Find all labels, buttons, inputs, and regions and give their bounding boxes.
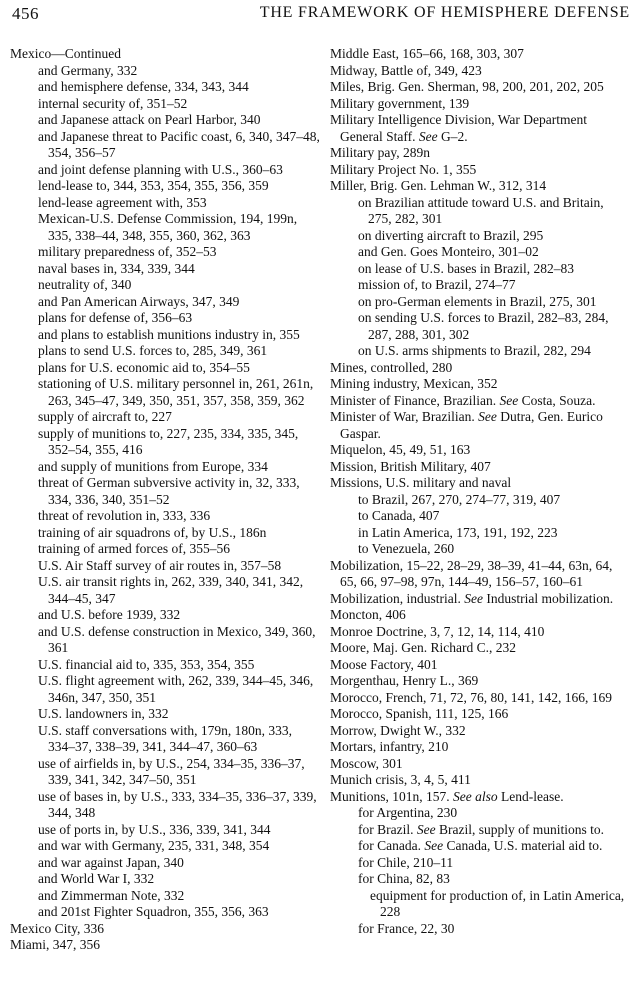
index-entry: Military government, 139 bbox=[330, 95, 470, 111]
index-subentry: use of bases in, by U.S., 333, 334–35, 336–37, 339, 344, 348 bbox=[38, 788, 317, 820]
index-subentry: equipment for production of, in Latin America, 228 bbox=[370, 887, 625, 919]
page-number: 456 bbox=[12, 4, 39, 23]
index-entry: Military pay, 289n bbox=[330, 145, 430, 160]
index-entry: Morocco, French, 71, 72, 76, 80, 141, 142, 166, 169 bbox=[330, 689, 612, 705]
index-subentry: and hemisphere defense, 334, 343, 344 bbox=[38, 79, 249, 94]
index-subentry: plans for U.S. economic aid to, 354–55 bbox=[38, 359, 250, 375]
index-subentry: on lease of U.S. bases in Brazil, 282–83 bbox=[358, 260, 574, 276]
index-subentry: in Latin America, 173, 191, 192, 223 bbox=[358, 524, 558, 540]
index-subentry: for China, 82, 83 bbox=[358, 871, 450, 886]
index-subentry: and war with Germany, 235, 331, 348, 354 bbox=[38, 838, 270, 853]
index-subentry: to Brazil, 267, 270, 274–77, 319, 407 bbox=[358, 491, 561, 507]
index-subentry: and supply of munitions from Europe, 334 bbox=[38, 458, 268, 474]
index-subentry: on diverting aircraft to Brazil, 295 bbox=[358, 227, 544, 243]
index-subentry: on U.S. arms shipments to Brazil, 282, 294 bbox=[358, 343, 591, 358]
running-head: THE FRAMEWORK OF HEMISPHERE DEFENSE bbox=[259, 4, 630, 21]
index-entry: Miller, Brig. Gen. Lehman W., 312, 314 bbox=[330, 178, 547, 193]
index-subentry: and war against Japan, 340 bbox=[38, 854, 184, 870]
index-subentry: and joint defense planning with U.S., 360–63 bbox=[38, 161, 283, 177]
index-subentry: and Zimmerman Note, 332 bbox=[38, 887, 185, 903]
index-subentry: on sending U.S. forces to Brazil, 282–83, 284, 287, 288, 301, 302 bbox=[358, 310, 609, 342]
index-subentry: U.S. landowners in, 332 bbox=[38, 706, 169, 721]
index-subentry: threat of revolution in, 333, 336 bbox=[38, 508, 211, 523]
index-subentry: and U.S. defense construction in Mexico, 349, 360, 361 bbox=[38, 623, 316, 655]
index-entry: Minister of War, Brazilian. See Dutra, Gen. Eurico Gaspar. bbox=[330, 409, 603, 441]
index-subentry: and World War I, 332 bbox=[38, 871, 155, 886]
index-subentry: and Japanese threat to Pacific coast, 6, 340, 347–48, 354, 356–57 bbox=[38, 128, 320, 160]
index-entry: Morocco, Spanish, 111, 125, 166 bbox=[330, 706, 509, 721]
index-subentry: on pro-German elements in Brazil, 275, 301 bbox=[358, 293, 597, 309]
index-entry: Mission, British Military, 407 bbox=[330, 458, 491, 474]
index-subentry: U.S. Air Staff survey of air routes in, 357–58 bbox=[38, 557, 282, 573]
index-entry: Mortars, infantry, 210 bbox=[330, 739, 449, 754]
index-entry: Middle East, 165–66, 168, 303, 307 bbox=[330, 46, 524, 61]
index-subentry: to Canada, 407 bbox=[358, 508, 440, 523]
index-entry: Moore, Maj. Gen. Richard C., 232 bbox=[330, 640, 516, 655]
index-subentry: and 201st Fighter Squadron, 355, 356, 363 bbox=[38, 904, 269, 919]
index-column-right bbox=[330, 46, 630, 937]
index-subentry: and U.S. before 1939, 332 bbox=[38, 607, 181, 622]
index-subentry: for Brazil. See Brazil, supply of munitions to. bbox=[358, 821, 604, 837]
index-entry: Munich crisis, 3, 4, 5, 411 bbox=[330, 772, 471, 787]
index-entry: Moncton, 406 bbox=[330, 607, 406, 622]
index-entry: Military Project No. 1, 355 bbox=[330, 161, 477, 177]
index-subentry: mission of, to Brazil, 274–77 bbox=[358, 277, 516, 292]
index-subentry: naval bases in, 334, 339, 344 bbox=[38, 260, 195, 276]
index-entry: Midway, Battle of, 349, 423 bbox=[330, 62, 482, 78]
index-entry: Morrow, Dwight W., 332 bbox=[330, 722, 466, 738]
index-subentry: for France, 22, 30 bbox=[358, 920, 455, 936]
index-entry: Morgenthau, Henry L., 369 bbox=[330, 673, 479, 688]
index-subentry: use of ports in, by U.S., 336, 339, 341, 344 bbox=[38, 821, 271, 837]
page-header bbox=[12, 2, 630, 30]
index-entry: Mobilization, 15–22, 28–29, 38–39, 41–44, 63n, 64, 65, 66, 97–98, 97n, 144–49, 156–57, 160–61 bbox=[330, 557, 613, 589]
index-entry: Missions, U.S. military and naval bbox=[330, 475, 512, 490]
index-entry: Moose Factory, 401 bbox=[330, 656, 438, 672]
index-subentry: lend-lease to, 344, 353, 354, 355, 356, 359 bbox=[38, 178, 269, 193]
index-entry: Monroe Doctrine, 3, 7, 12, 14, 114, 410 bbox=[330, 623, 545, 639]
index-subentry: military preparedness of, 352–53 bbox=[38, 244, 217, 259]
index-subentry: stationing of U.S. military personnel in, 261, 261n, 263, 345–47, 349, 350, 351, 357, 358, 359, 362 bbox=[38, 376, 314, 408]
index-entry: Mining industry, Mexican, 352 bbox=[330, 376, 498, 391]
index-subentry: U.S. financial aid to, 335, 353, 354, 355 bbox=[38, 656, 255, 672]
index-entry: Miles, Brig. Gen. Sherman, 98, 200, 201, 202, 205 bbox=[330, 79, 604, 94]
index-subentry: and Germany, 332 bbox=[38, 62, 138, 78]
index-subentry: and plans to establish munitions industry in, 355 bbox=[38, 326, 300, 342]
index-subentry: U.S. staff conversations with, 179n, 180n, 333, 334–37, 338–39, 341, 344–47, 360–63 bbox=[38, 722, 292, 754]
index-subentry: threat of German subversive activity in, 32, 333, 334, 336, 340, 351–52 bbox=[38, 475, 300, 507]
index-entry: Mexico—Continued bbox=[10, 46, 121, 61]
index-entry: Minister of Finance, Brazilian. See Costa, Souza. bbox=[330, 392, 596, 408]
index-subentry: to Venezuela, 260 bbox=[358, 541, 455, 556]
index-subentry: neutrality of, 340 bbox=[38, 277, 132, 292]
index-subentry: plans for defense of, 356–63 bbox=[38, 310, 193, 325]
index-subentry: for Chile, 210–11 bbox=[358, 854, 454, 870]
index-subentry: and Pan American Airways, 347, 349 bbox=[38, 293, 240, 309]
index-subentry: use of airfields in, by U.S., 254, 334–35, 336–37, 339, 341, 342, 347–50, 351 bbox=[38, 755, 305, 787]
index-subentry: on Brazilian attitude toward U.S. and Britain, 275, 282, 301 bbox=[358, 194, 604, 226]
index-subentry: plans to send U.S. forces to, 285, 349, 361 bbox=[38, 343, 268, 358]
index-subentry: and Japanese attack on Pearl Harbor, 340 bbox=[38, 112, 261, 127]
index-subentry: for Argentina, 230 bbox=[358, 805, 458, 820]
index-subentry: lend-lease agreement with, 353 bbox=[38, 194, 207, 210]
index-entry: Miquelon, 45, 49, 51, 163 bbox=[330, 442, 471, 457]
index-subentry: supply of aircraft to, 227 bbox=[38, 409, 172, 424]
index-entry: Mines, controlled, 280 bbox=[330, 359, 453, 375]
index-subentry: U.S. air transit rights in, 262, 339, 340, 341, 342, 344–45, 347 bbox=[38, 574, 304, 606]
index-entry: Munitions, 101n, 157. See also Lend-lease. bbox=[330, 788, 564, 804]
index-column-left bbox=[10, 46, 322, 954]
index-entry: Military Intelligence Division, War Department General Staff. See G–2. bbox=[330, 112, 587, 144]
index-subentry: U.S. flight agreement with, 262, 339, 344–45, 346, 346n, 347, 350, 351 bbox=[38, 673, 314, 705]
index-subentry: and Gen. Goes Monteiro, 301–02 bbox=[358, 244, 539, 259]
index-subentry: for Canada. See Canada, U.S. material aid to. bbox=[358, 838, 603, 853]
index-entry: Mobilization, industrial. See Industrial mobilization. bbox=[330, 590, 614, 606]
index-entry: Miami, 347, 356 bbox=[10, 937, 100, 952]
index-subentry: supply of munitions to, 227, 235, 334, 335, 345, 352–54, 355, 416 bbox=[38, 425, 299, 457]
index-subentry: training of air squadrons of, by U.S., 186n bbox=[38, 524, 267, 540]
index-subentry: training of armed forces of, 355–56 bbox=[38, 541, 230, 556]
index-subentry: Mexican-U.S. Defense Commission, 194, 199n, 335, 338–44, 348, 355, 360, 362, 363 bbox=[38, 211, 298, 243]
index-entry: Moscow, 301 bbox=[330, 755, 403, 771]
index-subentry: internal security of, 351–52 bbox=[38, 95, 188, 111]
index-entry: Mexico City, 336 bbox=[10, 920, 104, 936]
